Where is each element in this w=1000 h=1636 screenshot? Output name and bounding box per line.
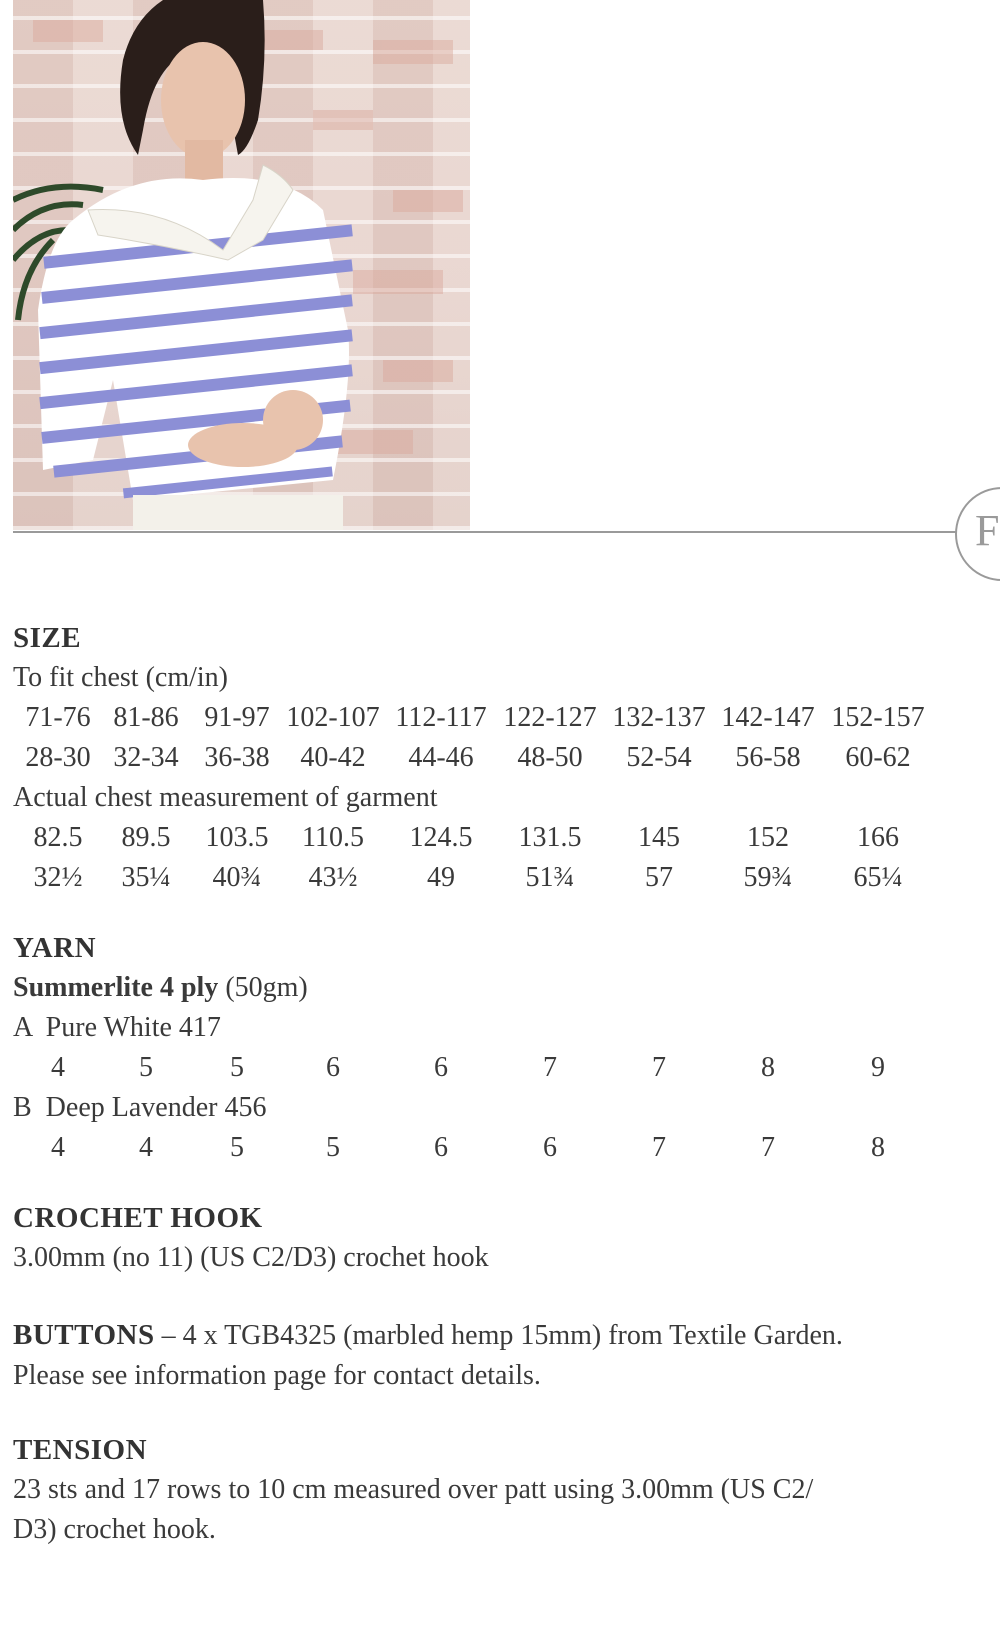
- yarn-a-row: [13, 1048, 988, 1088]
- size-value-cell: 132-137: [612, 702, 706, 733]
- size-value-cell: 6: [434, 1052, 448, 1083]
- size-value-cell: 36-38: [204, 742, 270, 773]
- size-value-cell: 60-62: [845, 742, 911, 773]
- size-value-cell: 44-46: [408, 742, 474, 773]
- size-value-cell: 40-42: [300, 742, 366, 773]
- size-heading: SIZE: [13, 622, 82, 654]
- size-value-cell: 48-50: [517, 742, 583, 773]
- size-value-cell: 91-97: [204, 702, 270, 733]
- actual-cm-row: [13, 818, 988, 858]
- fit-cm-row: [13, 698, 988, 738]
- size-value-cell: 28-30: [25, 742, 91, 773]
- buttons-text: – 4 x TGB4325 (marbled hemp 15mm) from Textile Garden.: [154, 1320, 843, 1351]
- size-value-cell: 8: [871, 1132, 885, 1163]
- yarn-weight: (50gm): [225, 972, 308, 1003]
- size-value-cell: 8: [761, 1052, 775, 1083]
- yarn-heading: YARN: [13, 932, 97, 964]
- size-value-cell: 43½: [308, 862, 358, 893]
- model-illustration: [13, 0, 470, 530]
- size-value-cell: 5: [230, 1132, 244, 1163]
- size-value-cell: 32-34: [113, 742, 179, 773]
- yarn-b-row: [13, 1128, 988, 1168]
- size-value-cell: 124.5: [409, 822, 473, 853]
- size-value-cell: 51¾: [525, 862, 575, 893]
- size-value-cell: 7: [543, 1052, 557, 1083]
- size-value-cell: 6: [434, 1132, 448, 1163]
- actual-label: Actual chest measurement of garment: [13, 782, 438, 813]
- yarn-a-label: A Pure White 417: [13, 1012, 221, 1043]
- size-value-cell: 110.5: [302, 822, 364, 853]
- size-value-cell: 142-147: [721, 702, 815, 733]
- yarn-name-line: [13, 968, 988, 1008]
- size-value-cell: 40¾: [212, 862, 262, 893]
- size-value-cell: 5: [230, 1052, 244, 1083]
- size-value-cell: 59¾: [743, 862, 793, 893]
- hook-section: [13, 1198, 988, 1278]
- size-value-cell: 65¼: [853, 862, 903, 893]
- page-tab-letter: F: [975, 506, 1000, 555]
- model-photo: [13, 0, 470, 530]
- size-value-cell: 4: [139, 1132, 153, 1163]
- fit-in-row: [13, 738, 988, 778]
- tension-heading: TENSION: [13, 1434, 148, 1466]
- yarn-b-label: B Deep Lavender 456: [13, 1092, 267, 1123]
- buttons-text-2: Please see information page for contact details.: [13, 1360, 541, 1391]
- size-value-cell: 57: [645, 862, 673, 893]
- hook-text: 3.00mm (no 11) (US C2/D3) crochet hook: [13, 1242, 489, 1273]
- size-value-cell: 145: [638, 822, 680, 853]
- size-value-cell: 131.5: [518, 822, 582, 853]
- size-value-cell: 6: [326, 1052, 340, 1083]
- size-value-cell: 112-117: [395, 702, 487, 733]
- size-value-cell: 89.5: [121, 822, 171, 853]
- section-divider: [13, 531, 958, 533]
- yarn-section: [13, 928, 988, 1168]
- size-value-cell: 103.5: [205, 822, 269, 853]
- buttons-heading: BUTTONS: [13, 1319, 155, 1351]
- size-value-cell: 7: [761, 1132, 775, 1163]
- size-value-cell: 71-76: [25, 702, 91, 733]
- size-value-cell: 9: [871, 1052, 885, 1083]
- size-value-cell: 152: [747, 822, 789, 853]
- actual-in-row: [13, 858, 988, 898]
- size-value-cell: 82.5: [33, 822, 83, 853]
- size-value-cell: 4: [51, 1052, 65, 1083]
- size-value-cell: 56-58: [735, 742, 801, 773]
- size-value-cell: 81-86: [113, 702, 179, 733]
- size-section: [13, 618, 988, 898]
- buttons-line: [13, 1315, 988, 1356]
- size-value-cell: 102-107: [286, 702, 380, 733]
- tension-line-1: 23 sts and 17 rows to 10 cm measured over patt using 3.00mm (US C2/: [13, 1474, 814, 1505]
- size-value-cell: 122-127: [503, 702, 597, 733]
- buttons-section: [13, 1315, 988, 1396]
- size-value-cell: 35¼: [121, 862, 171, 893]
- size-value-cell: 5: [326, 1132, 340, 1163]
- size-value-cell: 5: [139, 1052, 153, 1083]
- size-value-cell: 32½: [33, 862, 83, 893]
- size-value-cell: 49: [427, 862, 455, 893]
- size-value-cell: 152-157: [831, 702, 925, 733]
- size-value-cell: 6: [543, 1132, 557, 1163]
- tension-line-2: D3) crochet hook.: [13, 1514, 216, 1545]
- tension-section: [13, 1430, 988, 1550]
- hook-heading: CROCHET HOOK: [13, 1202, 263, 1234]
- yarn-name: Summerlite 4 ply: [13, 972, 219, 1003]
- size-value-cell: 4: [51, 1132, 65, 1163]
- size-value-cell: 7: [652, 1132, 666, 1163]
- size-value-cell: 7: [652, 1052, 666, 1083]
- fit-label: To fit chest (cm/in): [13, 662, 228, 693]
- size-value-cell: 166: [857, 822, 899, 853]
- size-value-cell: 52-54: [626, 742, 692, 773]
